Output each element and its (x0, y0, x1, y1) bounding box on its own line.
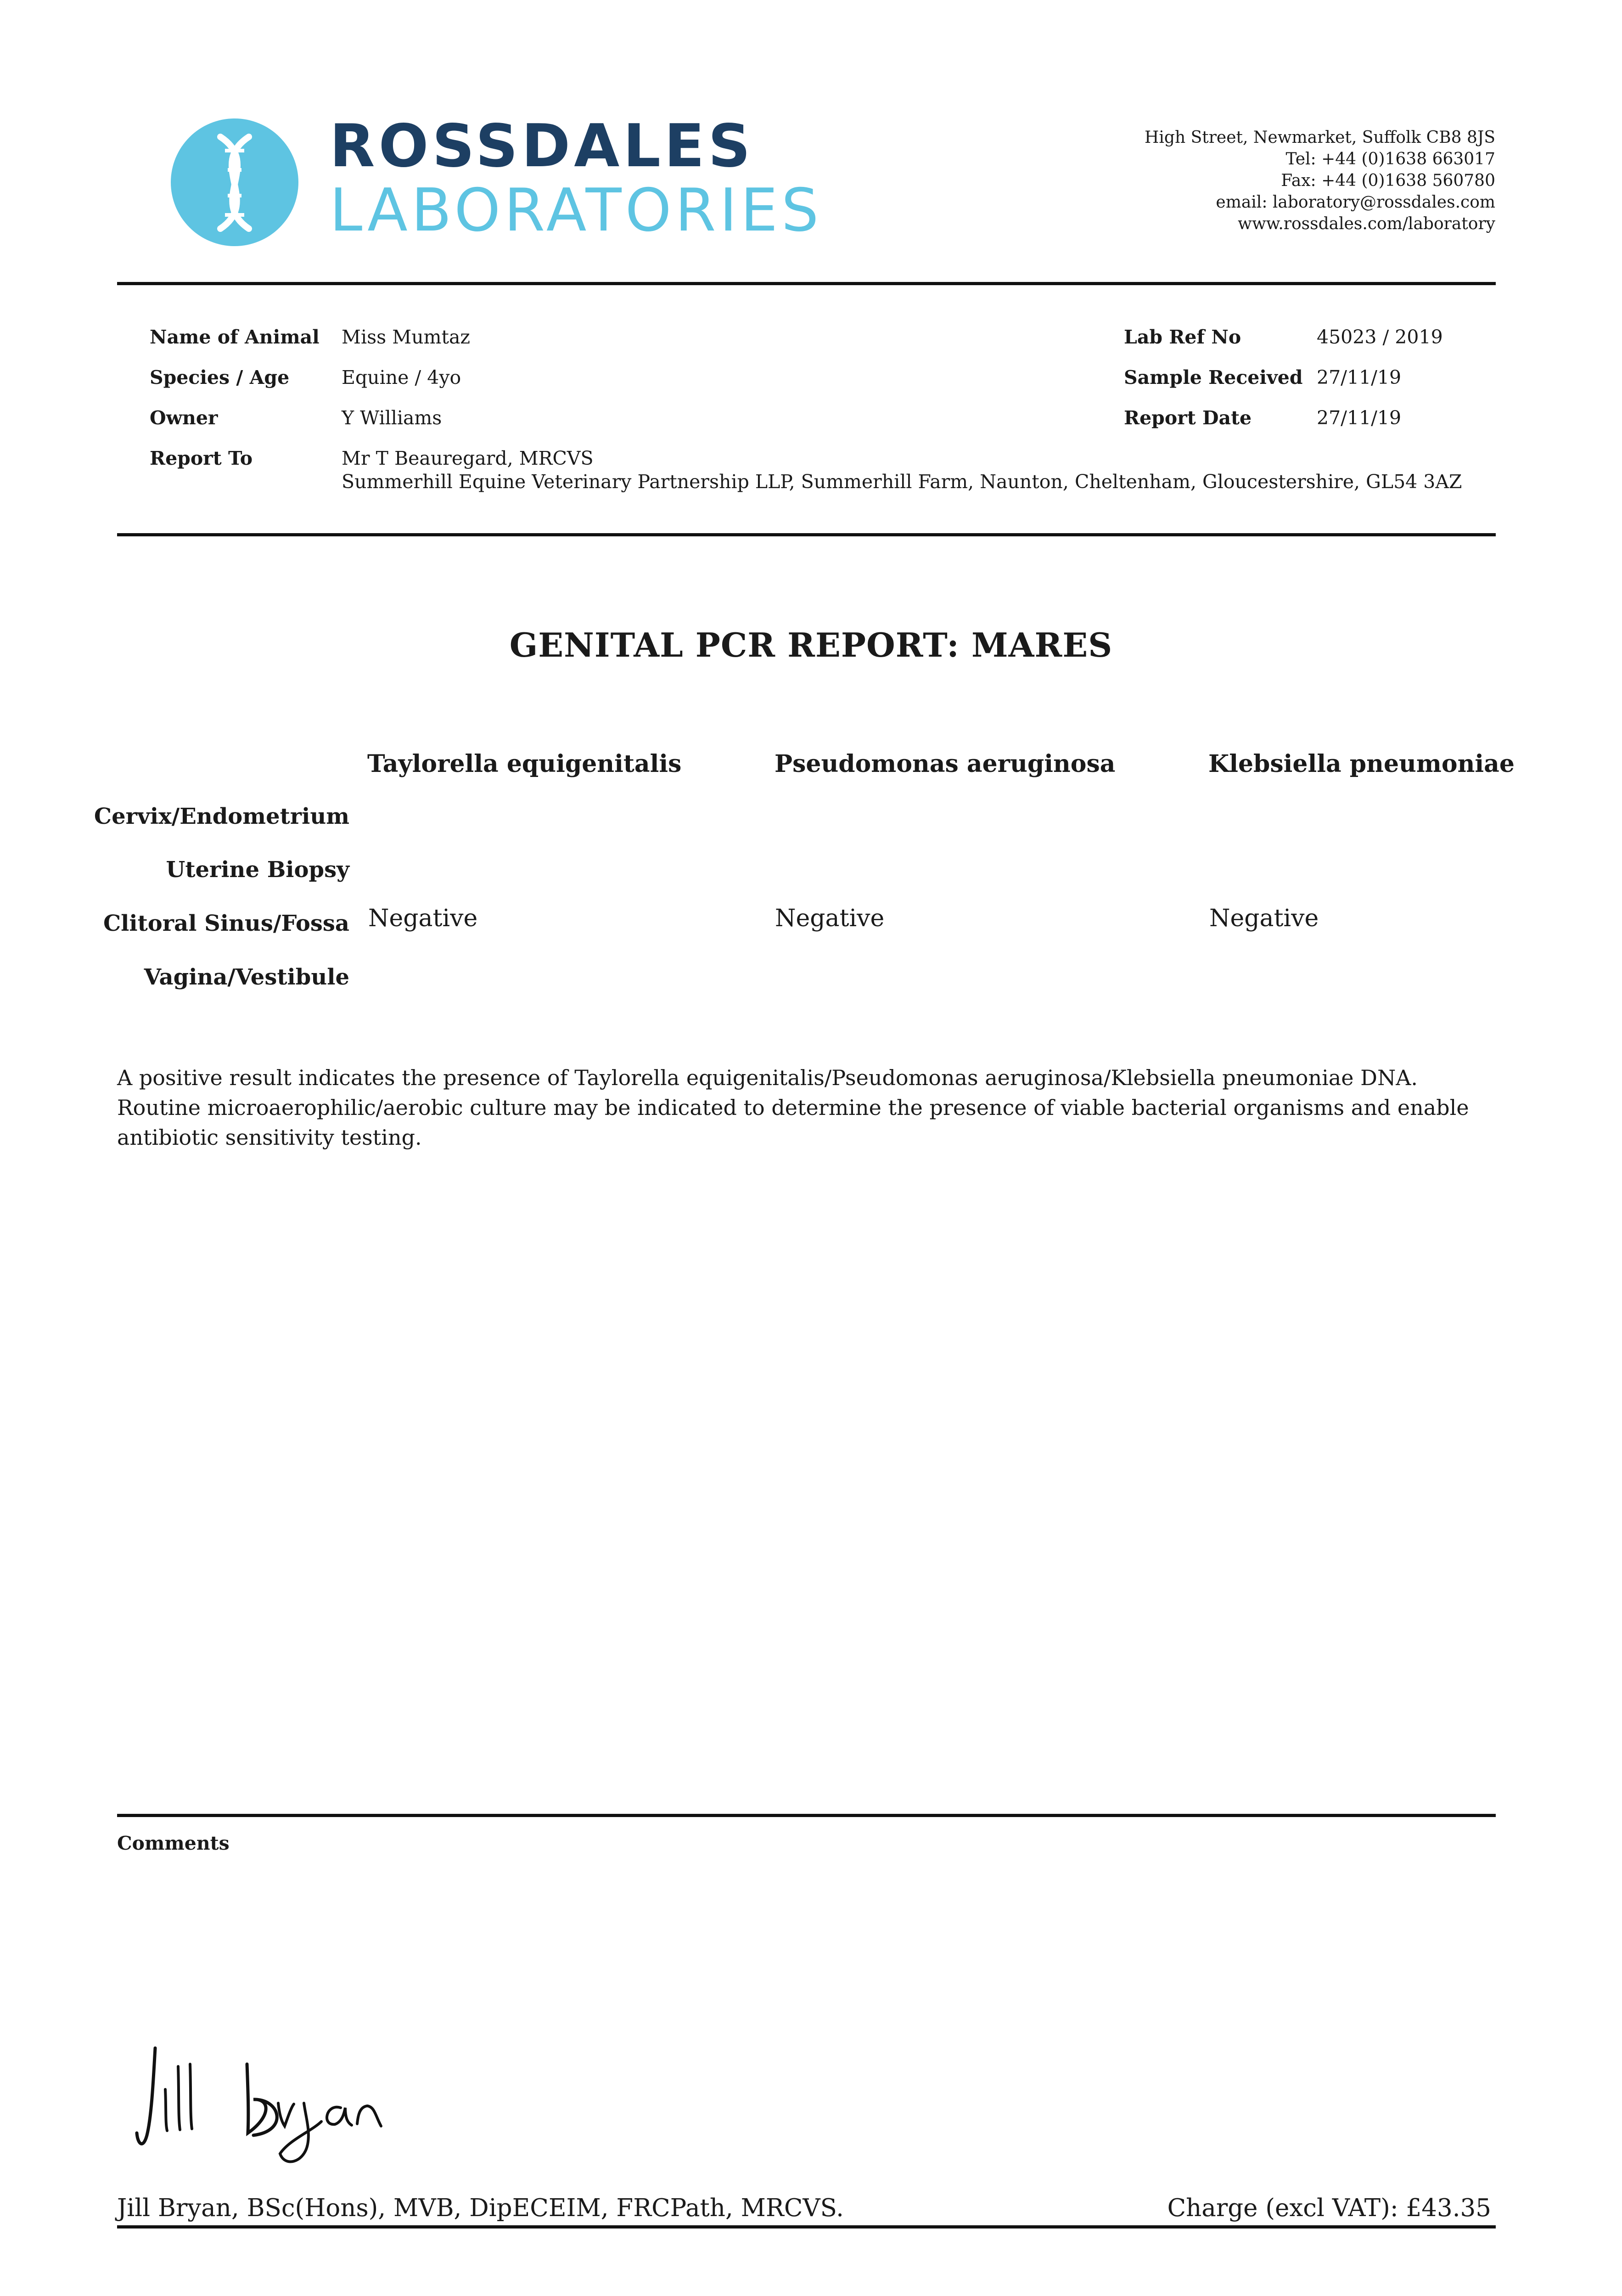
telephone: Tel: +44 (0)1638 663017 (1285, 150, 1495, 169)
lab-ref: 45023 / 2019 (1317, 326, 1443, 348)
owner: Y Williams (342, 407, 442, 429)
result-cell: Negative (368, 905, 478, 932)
sample-received-label: Sample Received (1124, 366, 1303, 388)
charge: Charge (excl VAT): £43.35 (1167, 2194, 1491, 2222)
species-age: Equine / 4yo (342, 366, 461, 388)
divider (117, 2225, 1496, 2228)
row-label: Clitoral Sinus/Fossa (103, 911, 349, 936)
report-to-address: Summerhill Equine Veterinary Partnership LLP, Summerhill Farm, Naunton, Cheltenham, Gloucestershire, GL54 3AZ (342, 471, 1462, 493)
column-header: Pseudomonas aeruginosa (775, 750, 1116, 778)
report-date-label: Report Date (1124, 407, 1252, 429)
sample-received: 27/11/19 (1317, 366, 1402, 388)
row-label: Vagina/Vestibule (144, 964, 349, 990)
divider (117, 1814, 1496, 1817)
species-label: Species / Age (150, 366, 290, 388)
divider (117, 533, 1496, 536)
report-title: GENITAL PCR REPORT: MARES (509, 625, 1113, 664)
report-date: 27/11/19 (1317, 407, 1402, 429)
owner-label: Owner (150, 407, 218, 429)
address: High Street, Newmarket, Suffolk CB8 8JS (1145, 128, 1495, 147)
row-label: Cervix/Endometrium (94, 804, 349, 829)
website: www.rossdales.com/laboratory (1238, 214, 1495, 233)
report-to-name: Mr T Beauregard, MRCVS (342, 447, 594, 469)
column-header: Klebsiella pneumoniae (1208, 750, 1515, 778)
animal-name: Miss Mumtaz (342, 326, 470, 348)
result-cell: Negative (1209, 905, 1319, 932)
fax: Fax: +44 (0)1638 560780 (1281, 171, 1495, 190)
name-label: Name of Animal (150, 326, 320, 348)
result-cell: Negative (775, 905, 885, 932)
email: email: laboratory@rossdales.com (1216, 193, 1495, 212)
lab-ref-label: Lab Ref No (1124, 326, 1241, 348)
comments-label: Comments (117, 1832, 230, 1854)
contact-block (1145, 127, 1495, 235)
interpretation-note: A positive result indicates the presence of Taylorella equigenitalis/Pseudomonas aeruginosa/Klebsiella pneumoniae DNA. Routine microaerophilic/aerobic culture may be indicated to determine the presence of viable bacterial organisms and enable antibiotic sensitivity testing. (117, 1065, 1469, 1150)
brand-name-line2: LABORATORIES (330, 176, 823, 245)
signatory: Jill Bryan, BSc(Hons), MVB, DipECEIM, FRCPath, MRCVS. (117, 2194, 844, 2222)
column-header: Taylorella equigenitalis (367, 750, 682, 778)
brand-name-line1: ROSSDALES (330, 112, 754, 180)
row-label: Uterine Biopsy (166, 857, 349, 883)
divider (117, 282, 1496, 285)
signature (133, 2039, 390, 2174)
dna-helix-icon (171, 118, 298, 246)
report-to-label: Report To (150, 447, 253, 469)
